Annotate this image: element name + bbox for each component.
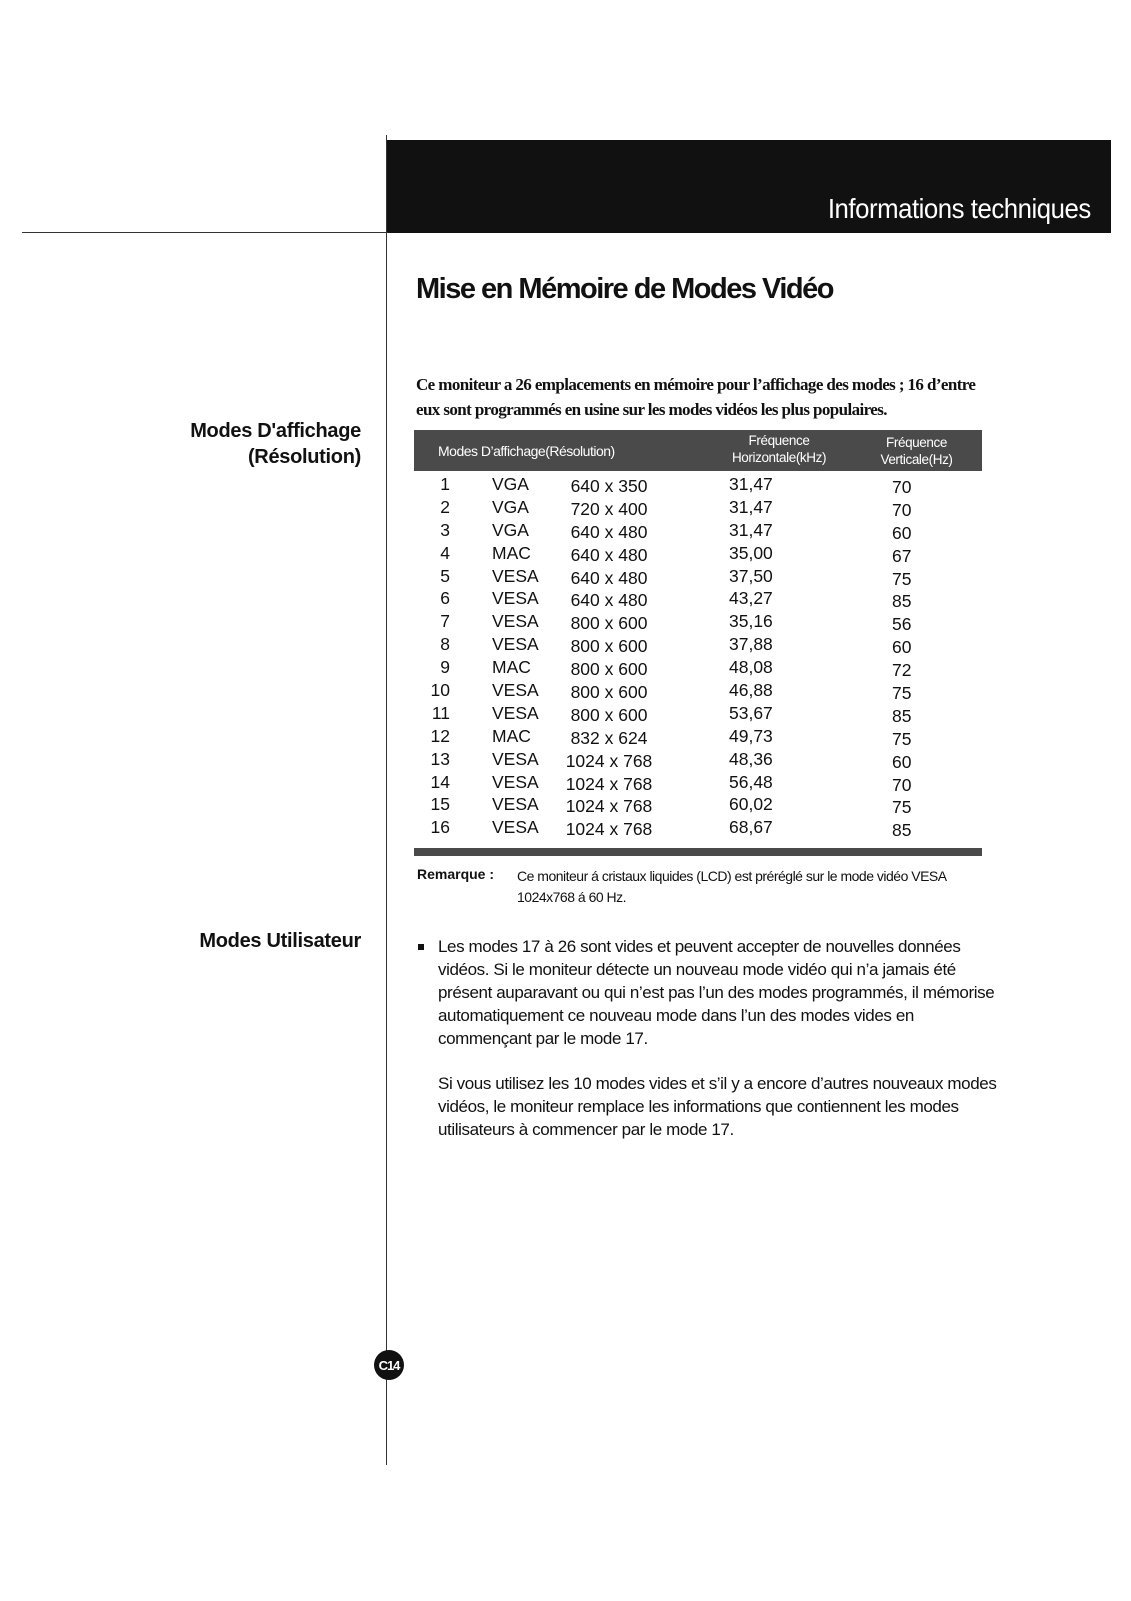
sidebar-display-modes-line2: (Résolution) xyxy=(247,446,361,468)
mode-resolution: 640 x 480 xyxy=(570,544,648,565)
mode-standard: VESA xyxy=(492,611,539,632)
mode-standard: VESA xyxy=(492,588,539,609)
mode-number: 12 xyxy=(430,725,450,746)
horizontal-frequency: 31,47 xyxy=(729,474,773,494)
horizontal-frequency: 49,73 xyxy=(729,725,773,746)
mode-resolution: 1024 x 768 xyxy=(565,773,653,794)
vertical-frequency: 67 xyxy=(892,545,912,566)
horizontal-rule xyxy=(22,232,388,233)
mode-number: 5 xyxy=(440,565,450,586)
vertical-frequency: 70 xyxy=(892,499,912,520)
vertical-frequency: 75 xyxy=(892,568,912,589)
mode-number: 8 xyxy=(440,634,450,655)
column-header-vertical xyxy=(849,434,984,468)
mode-number: 1 xyxy=(440,474,450,494)
column-header-vertical-line1: Fréquence xyxy=(886,435,947,450)
mode-resolution: 640 x 350 xyxy=(570,476,648,496)
vertical-frequency: 85 xyxy=(892,820,912,841)
page-number-badge: C14 xyxy=(374,1350,404,1380)
vertical-frequency: 85 xyxy=(892,705,912,726)
mode-standard: VESA xyxy=(492,794,539,815)
mode-standard: VESA xyxy=(492,817,539,838)
mode-standard: MAC xyxy=(492,657,531,678)
mode-standard: VESA xyxy=(492,565,539,586)
vertical-frequency: 70 xyxy=(892,774,912,795)
mode-resolution: 1024 x 768 xyxy=(565,796,653,817)
mode-number: 6 xyxy=(440,588,450,609)
vertical-rule xyxy=(386,135,387,1465)
table-header xyxy=(414,430,982,471)
mode-number: 2 xyxy=(440,496,450,517)
vertical-frequency: 85 xyxy=(892,591,912,612)
bullet-square-icon xyxy=(418,944,424,950)
table-row xyxy=(414,566,982,589)
horizontal-frequency: 48,36 xyxy=(729,748,773,769)
mode-standard: VESA xyxy=(492,634,539,655)
mode-standard: VGA xyxy=(492,474,529,494)
table-row xyxy=(414,794,982,817)
mode-resolution: 832 x 624 xyxy=(570,727,648,748)
mode-number: 11 xyxy=(431,702,450,723)
user-modes-paragraph-1: Les modes 17 à 26 sont vides et peuvent accepter de nouvelles données vidéos. Si le moniteur détecte un nouveau mode vidéo qui n’a jamais été présent auparavant ou qui n’est pas l’un des modes programmés, il mémorise automatiquement ce nouveau mode dans l’un des modes vides en commençant par le mode 17. xyxy=(438,937,995,1048)
mode-standard: VGA xyxy=(492,496,529,517)
table-row xyxy=(414,680,982,703)
sidebar-display-modes-line1: Modes D'affichage xyxy=(190,420,361,442)
horizontal-frequency: 68,67 xyxy=(729,817,773,838)
mode-standard: MAC xyxy=(492,542,531,563)
sidebar-display-modes-heading xyxy=(190,418,361,470)
table-row xyxy=(414,749,982,772)
table-row xyxy=(414,726,982,749)
vertical-frequency: 75 xyxy=(892,683,912,704)
sidebar-user-modes-heading: Modes Utilisateur xyxy=(199,930,361,952)
mode-number: 7 xyxy=(440,611,450,632)
mode-number: 10 xyxy=(430,680,450,701)
table-row xyxy=(414,543,982,566)
vertical-frequency: 56 xyxy=(892,614,912,635)
mode-number: 14 xyxy=(430,771,450,792)
user-modes-paragraph-2: Si vous utilisez les 10 modes vides et s’il y a encore d’autres nouveaux modes vidéos, le moniteur remplace les informations que contiennent les modes utilisateurs à commencer par le mode 17. xyxy=(438,1074,997,1139)
table-bottom-bar xyxy=(414,848,982,856)
horizontal-frequency: 60,02 xyxy=(729,794,773,815)
intro-text: Ce moniteur a 26 emplacements en mémoire pour l’affichage des modes ; 16 d’entre eux sont programmés en usine sur les modes vidéos les plus populaires. xyxy=(416,375,976,419)
table-row xyxy=(414,703,982,726)
mode-resolution: 640 x 480 xyxy=(570,590,648,611)
note-label: Remarque : xyxy=(417,866,495,882)
horizontal-frequency: 31,47 xyxy=(729,496,773,517)
horizontal-frequency: 48,08 xyxy=(729,657,773,678)
mode-resolution: 800 x 600 xyxy=(570,704,648,725)
table-row xyxy=(414,520,982,543)
horizontal-frequency: 31,47 xyxy=(729,519,773,540)
mode-resolution: 640 x 480 xyxy=(570,567,648,588)
mode-resolution: 800 x 600 xyxy=(570,659,648,680)
mode-number: 15 xyxy=(430,794,450,815)
vertical-frequency: 60 xyxy=(892,751,912,772)
mode-resolution: 1024 x 768 xyxy=(565,750,653,771)
mode-resolution: 800 x 600 xyxy=(570,682,648,703)
horizontal-frequency: 43,27 xyxy=(729,588,773,609)
mode-number: 16 xyxy=(430,817,450,838)
page-title: Mise en Mémoire de Modes Vidéo xyxy=(416,273,833,305)
vertical-frequency: 75 xyxy=(892,797,912,818)
header-title: Informations techniques xyxy=(828,193,1091,224)
table-row xyxy=(414,772,982,795)
mode-resolution: 720 x 400 xyxy=(570,498,648,519)
column-header-mode: Modes D’affichage(Résolution) xyxy=(438,443,615,459)
horizontal-frequency: 56,48 xyxy=(729,771,773,792)
table-row xyxy=(414,497,982,520)
mode-resolution: 800 x 600 xyxy=(570,636,648,657)
mode-standard: VESA xyxy=(492,748,539,769)
horizontal-frequency: 35,16 xyxy=(729,611,773,632)
vertical-frequency: 75 xyxy=(892,728,912,749)
mode-number: 4 xyxy=(440,542,450,563)
table-body xyxy=(414,474,982,840)
mode-standard: MAC xyxy=(492,725,531,746)
horizontal-frequency: 53,67 xyxy=(729,702,773,723)
horizontal-frequency: 35,00 xyxy=(729,542,773,563)
column-header-horizontal-line1: Fréquence xyxy=(748,433,810,448)
mode-number: 9 xyxy=(440,657,450,678)
mode-standard: VESA xyxy=(492,680,539,701)
horizontal-frequency: 37,50 xyxy=(729,565,773,586)
horizontal-frequency: 46,88 xyxy=(729,680,773,701)
mode-number: 3 xyxy=(440,519,450,540)
mode-standard: VESA xyxy=(492,702,539,723)
horizontal-frequency: 37,88 xyxy=(729,634,773,655)
mode-number: 13 xyxy=(430,748,450,769)
vertical-frequency: 60 xyxy=(892,637,912,658)
header-bar xyxy=(386,140,1111,233)
column-header-horizontal xyxy=(699,432,859,466)
mode-standard: VESA xyxy=(492,771,539,792)
table-row xyxy=(414,611,982,634)
column-header-horizontal-line2: Horizontale(kHz) xyxy=(731,450,827,465)
mode-standard: VGA xyxy=(492,519,529,540)
vertical-frequency: 60 xyxy=(892,522,912,543)
note-text: Ce moniteur á cristaux liquides (LCD) est préréglé sur le mode vidéo VESA 1024x768 á 60 Hz. xyxy=(517,868,946,905)
table-row xyxy=(414,817,982,840)
mode-resolution: 800 x 600 xyxy=(570,613,648,634)
table-row xyxy=(414,474,982,497)
column-header-vertical-line2: Verticale(Hz) xyxy=(880,452,953,467)
vertical-frequency: 70 xyxy=(892,477,912,497)
mode-resolution: 640 x 480 xyxy=(570,521,648,542)
table-row xyxy=(414,657,982,680)
table-row xyxy=(414,634,982,657)
table-row xyxy=(414,588,982,611)
vertical-frequency: 72 xyxy=(892,660,912,681)
mode-resolution: 1024 x 768 xyxy=(565,819,653,840)
